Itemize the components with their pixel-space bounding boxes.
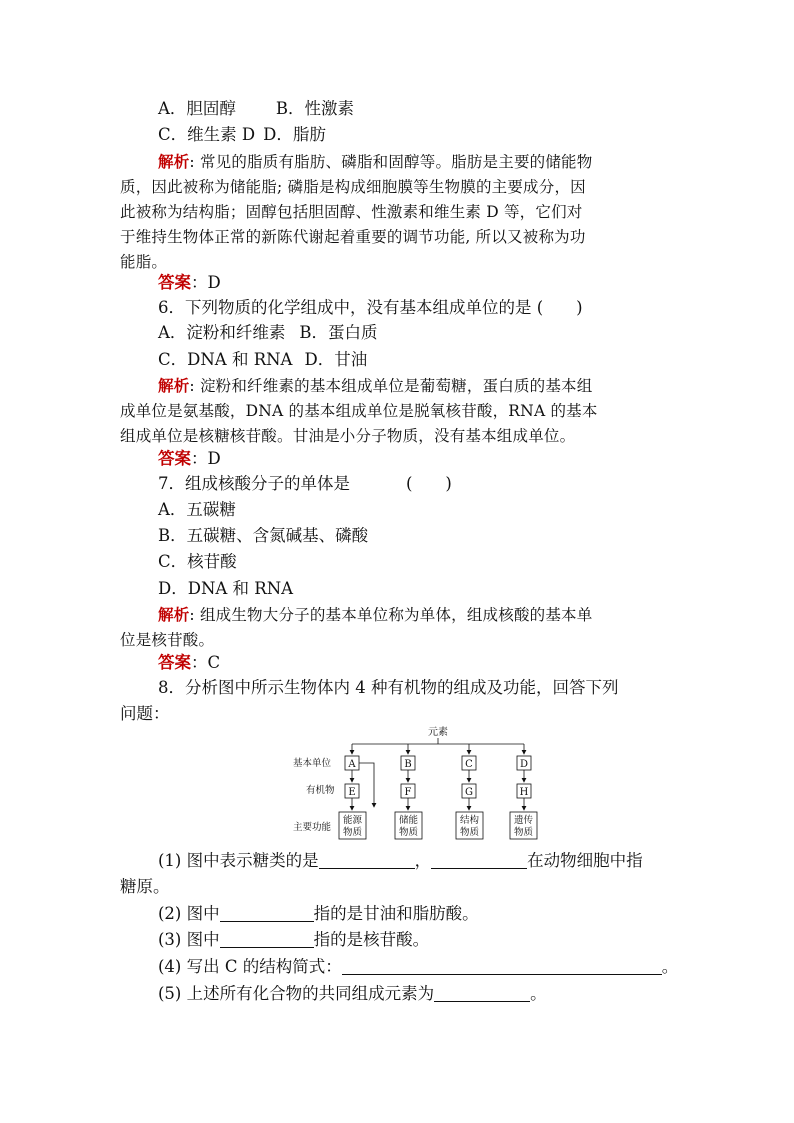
q5-options-cd [158,124,326,146]
q5-explanation-line-4: 于维持生物体正常的新陈代谢起着重要的调节功能, 所以又被称为功 [120,228,586,246]
q8-sub3: (3) 图中 指的是核苷酸。 [158,930,430,949]
diagram-unit-d: D [519,759,529,770]
q6-option-c: C．DNA 和 RNA [158,350,293,369]
q8-sub5-blank[interactable] [434,983,530,1002]
diagram-function-b-line2: 物质 [398,827,419,838]
q7-stem: 7．组成核酸分子的单体是 ( ) [158,474,452,493]
diagram-unit-a: A [348,759,356,770]
q5-answer: 答案：D [158,273,221,292]
q8-sub1-blank-2[interactable] [431,850,527,869]
q7-answer-label: 答案 [158,653,191,672]
q5-explanation-line-2: 质，因此被称为储能脂; 磷脂是构成细胞膜等生物膜的主要成分，因 [120,178,586,196]
q6-explanation-line-2: 成单位是氨基酸，DNA 的基本组成单位是脱氧核苷酸，RNA 的基本 [120,402,598,420]
q5-answer-label: 答案 [158,273,191,292]
diagram-column-c [456,756,483,839]
q8-sub3-blank[interactable] [220,929,314,948]
diagram-row-label-organics: 有机物 [306,785,335,796]
q7-option-c: C．核苷酸 [158,552,237,571]
q5-option-a: A．胆固醇 [158,99,236,118]
q5-options-ab [158,98,354,120]
diagram-column-b [395,756,422,839]
diagram-function-a-line1: 能源 [342,815,363,826]
q5-option-b: B．性激素 [275,99,355,118]
diagram-function-c-line2: 物质 [459,827,480,838]
diagram-unit-c: C [465,759,473,770]
q6-option-b: B．蛋白质 [299,323,378,342]
q8-sub4-blank[interactable] [342,956,662,975]
q7-option-d: D．DNA 和 RNA [158,579,294,598]
q8-sub1-line-2: 糖原。 [120,877,170,896]
diagram-function-d-line1: 遗传 [513,815,534,826]
q7-answer: 答案：C [158,653,221,672]
q8-sub4: (4) 写出 C 的结构简式： 。 [158,957,679,976]
diagram-function-d-line2: 物质 [513,827,534,838]
diagram-organic-g: G [465,787,473,798]
q7-option-b: B．五碳糖、含氮碱基、磷酸 [158,526,369,545]
q7-explanation-line-1: 解析: 组成生物大分子的基本单位称为单体，组成核酸的基本单 [158,605,593,624]
diagram-unit-b: B [404,759,412,770]
diagram-organic-e: E [348,787,356,798]
q8-stem-line-2: 问题： [120,704,170,723]
q6-answer-label: 答案 [158,449,191,468]
q8-sub2: (2) 图中 指的是甘油和脂肪酸。 [158,904,479,923]
q8-sub1-blank-1[interactable] [319,850,415,869]
diagram-organic-f: F [404,787,412,798]
diagram-function-b-line1: 储能 [398,815,419,826]
q5-option-d: D．脂肪 [263,125,326,144]
diagram-row-label-functions: 主要功能 [293,822,332,833]
q8-sub1-line-1: (1) 图中表示糖类的是 ， 在动物细胞中指 [158,851,643,870]
q5-explanation-line-1: 解析: 常见的脂质有脂肪、磷脂和固醇等。脂肪是主要的储能物 [158,152,593,171]
q8-stem-line-1: 8．分析图中所示生物体内 4 种有机物的组成及功能，回答下列 [158,678,619,697]
diagram-column-d [510,756,537,839]
q7-explanation-line-2: 位是核苷酸。 [120,631,215,649]
q8-sub2-blank[interactable] [220,903,314,922]
q7-option-a: A．五碳糖 [158,500,236,519]
q6-explanation-line-1: 解析: 淀粉和纤维素的基本组成单位是葡萄糖，蛋白质的基本组 [158,376,593,395]
diagram-column-a [339,756,374,839]
q6-option-d: D．甘油 [304,350,368,369]
q7-answer-paren: ( ) [406,474,452,493]
diagram-function-c-line1: 结构 [459,815,480,826]
diagram-row-label-units: 基本单位 [293,758,332,769]
q8-sub5: (5) 上述所有化合物的共同组成元素为 。 [158,984,547,1003]
q5-option-c: C．维生素 D [158,125,256,144]
diagram-function-a-line2: 物质 [342,827,363,838]
diagram-top-label: 元素 [428,727,448,738]
q7-explanation-label: 解析 [158,605,190,624]
q6-options-ab [158,322,378,344]
q5-explanation-line-5: 能脂。 [120,253,168,271]
q6-answer: 答案：D [158,449,221,468]
q6-explanation-label: 解析 [158,376,190,395]
diagram-organic-h: H [519,787,529,798]
q8-organic-compounds-diagram [288,724,548,846]
q6-stem: 6．下列物质的化学组成中，没有基本组成单位的是 ( ) [158,298,583,317]
q6-options-cd [158,349,367,371]
q5-explanation-label: 解析 [158,152,190,171]
q5-explanation-line-3: 此被称为结构脂；固醇包括胆固醇、性激素和维生素 D 等，它们对 [120,203,583,221]
q6-option-a: A．淀粉和纤维素 [158,323,286,342]
q6-explanation-line-3: 组成单位是核糖核苷酸。甘油是小分子物质，没有基本组成单位。 [120,427,576,445]
